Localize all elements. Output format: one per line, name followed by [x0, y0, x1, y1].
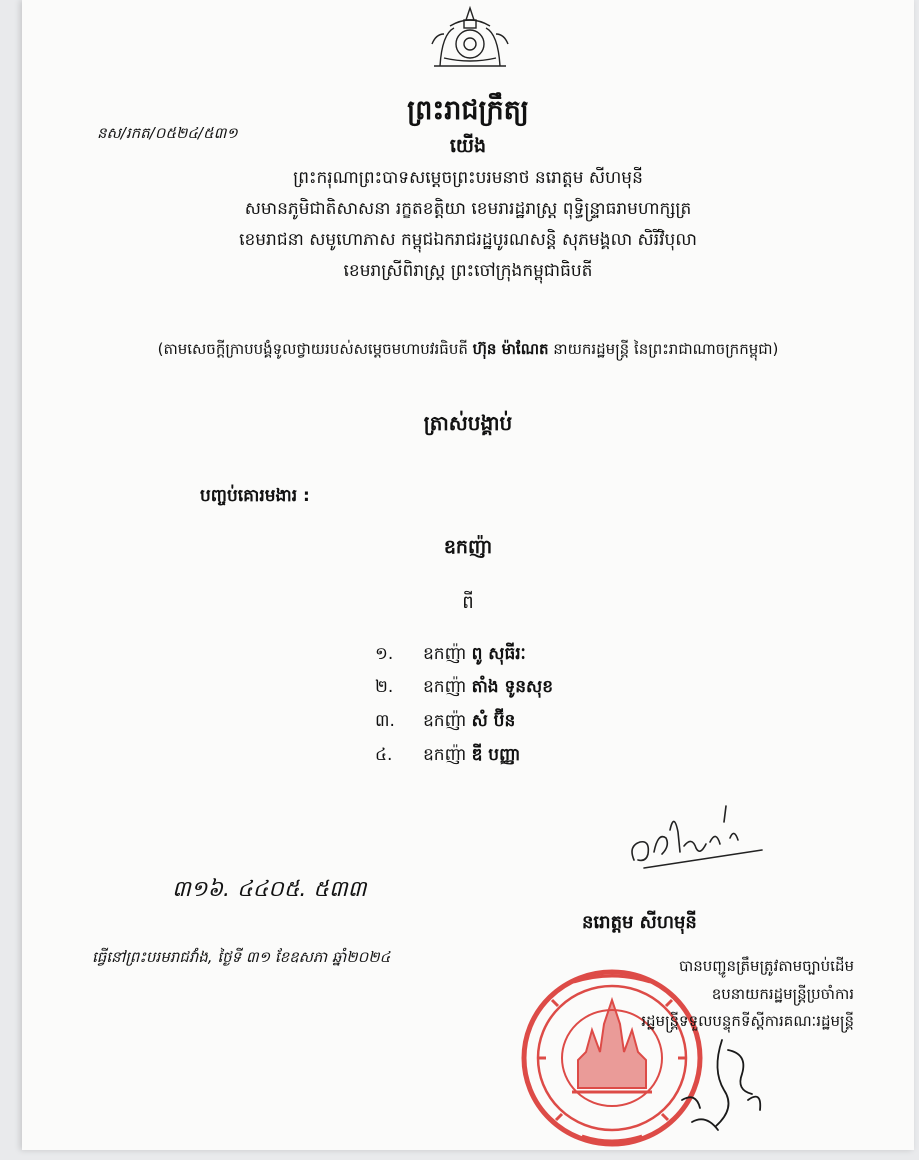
decree-title: ព្រះរាជក្រឹត្យ: [407, 95, 529, 126]
recipient-title: ឧកញ៉ា: [423, 711, 467, 731]
date-line: ធ្វើនៅព្រះបរមរាជវាំង, ថ្ងៃទី ៣១ ខែឧសភា ឆ្នាំ២០២៤: [92, 948, 391, 966]
recipient-item: [375, 710, 515, 735]
recipient-number: ២.: [375, 677, 394, 697]
from-label: ពី: [462, 592, 474, 613]
recipient-title: ឧកញ៉ា: [423, 644, 467, 664]
royal-title-line: ខេមរាជនា សមូហោភាស កម្ពុជឯករាជរដ្ឋបូរណសន្តិ សុភមង្គលា សិរីវិបុលា: [239, 230, 697, 250]
orders-heading: ត្រាស់បង្គាប់: [423, 411, 513, 435]
recipient-name: ឌី បញ្ញា: [471, 745, 521, 765]
recipient-item: [375, 744, 520, 769]
proposal-after: នាយករដ្ឋមន្ត្រី នៃព្រះរាជាណាចក្រកម្ពុជា): [548, 340, 779, 358]
preamble: យើង: [449, 135, 487, 157]
proposal-before: (តាមសេចក្តីក្រាបបង្គំទូលថ្វាយរបស់សម្តេចមហាបវរធិបតី: [157, 340, 473, 358]
recipient-item: [375, 643, 526, 668]
prime-minister-name: ហ៊ុន ម៉ាណែត: [472, 340, 549, 358]
recipient-name: ពូ សុធីរៈ: [471, 644, 526, 664]
recipient-name: សំ ប៊ីន: [471, 711, 516, 731]
reference-number: នស/រកត/០៥២៤/៥៣១: [97, 124, 238, 142]
proposal-line: [22, 340, 914, 362]
registration-number: ៣១៦. ៤៤០៥. ៥៣៣: [172, 877, 367, 902]
royal-title-line: ខេមរាស្រីពិរាស្ត្រ ព្រះចៅក្រុងកម្ពុជាធិបតី: [343, 261, 593, 281]
recipient-number: ៣.: [375, 711, 395, 731]
recipient-name: តាំង ទូនសុខ: [471, 677, 554, 697]
recipient-item: [375, 676, 553, 701]
recipient-title: ឧកញ៉ា: [423, 677, 467, 697]
decree-page: [22, 0, 914, 1150]
king-signature-icon: [622, 802, 772, 872]
recipient-number: ៤.: [375, 745, 393, 765]
royal-title-line: សមានភូមិជាតិសាសនា រក្ខតខត្តិយា ខេមរារដ្ឋរាស្ត្រ ពុទ្ធិន្ទ្រាធរាមហាក្សត្រ: [244, 199, 692, 219]
rank-title: ឧកញ៉ា: [443, 536, 493, 558]
recipient-number: ១.: [375, 644, 394, 664]
royal-emblem-icon: [420, 4, 520, 70]
promotion-label: បញ្ចប់គោរមងារ :: [200, 486, 310, 506]
minister-signature-icon: [652, 1030, 772, 1140]
recipient-title: ឧកញ៉ា: [423, 745, 467, 765]
certification-line: រដ្ឋមន្ត្រីទទួលបន្ទុកទីស្តីការគណៈរដ្ឋមន្ត្រី: [641, 1012, 854, 1030]
certification-line: ឧបនាយករដ្ឋមន្ត្រីប្រចាំការ: [711, 985, 854, 1003]
signer-name: នរោត្តម សីហមុនី: [582, 912, 697, 933]
royal-title-line: ព្រះករុណាព្រះបាទសម្ដេចព្រះបរមនាថ នរោត្ដម សីហមុនី: [293, 168, 643, 188]
certification-line: បានបញ្ជូនត្រឹមត្រូវតាមច្បាប់ដើម: [678, 957, 854, 975]
